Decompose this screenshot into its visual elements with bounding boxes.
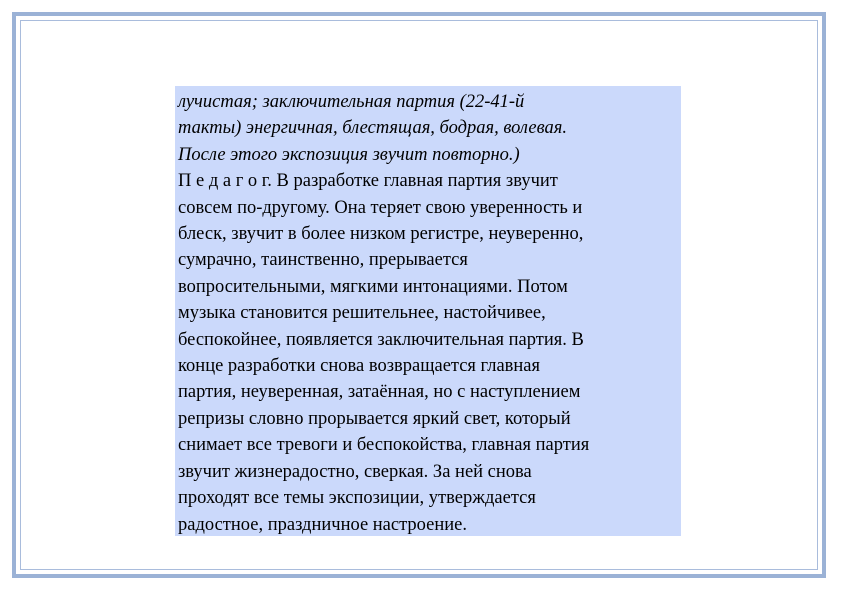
italic-line: такты) энергичная, блестящая, бодрая, волевая. [178,118,568,139]
text-box [175,86,681,536]
body-line: вопросительными, мягкими интонациями. Потом [178,276,568,297]
body-line: снимает все тревоги и беспокойства, главная партия [178,435,590,456]
body-line: блеск, звучит в более низком регистре, неуверенно, [178,224,584,245]
body-line: радостное, праздничное настроение. [178,514,467,535]
body-line: музыка становится решительнее, настойчивее, [178,303,546,324]
body-line: репризы словно прорывается яркий свет, который [178,408,571,429]
body-line: конце разработки снова возвращается главная [178,356,541,377]
body-line: беспокойнее, появляется заключительная партия. В [178,329,584,350]
body-line: звучит жизнерадостно, сверкая. За ней снова [178,461,532,482]
body-line: совсем по-другому. Она теряет свою уверенность и [178,197,583,218]
body-line: П е д а г о г. В разработке главная партия звучит [178,171,558,192]
body-line: сумрачно, таинственно, прерывается [178,250,468,271]
italic-line: После этого экспозиция звучит повторно.) [178,144,520,165]
body-line: проходят все темы экспозиции, утверждается [178,488,536,509]
body-line: партия, неуверенная, затаённая, но с наступлением [178,382,581,403]
italic-line: лучистая; заключительная партия (22-41-й [178,92,525,112]
